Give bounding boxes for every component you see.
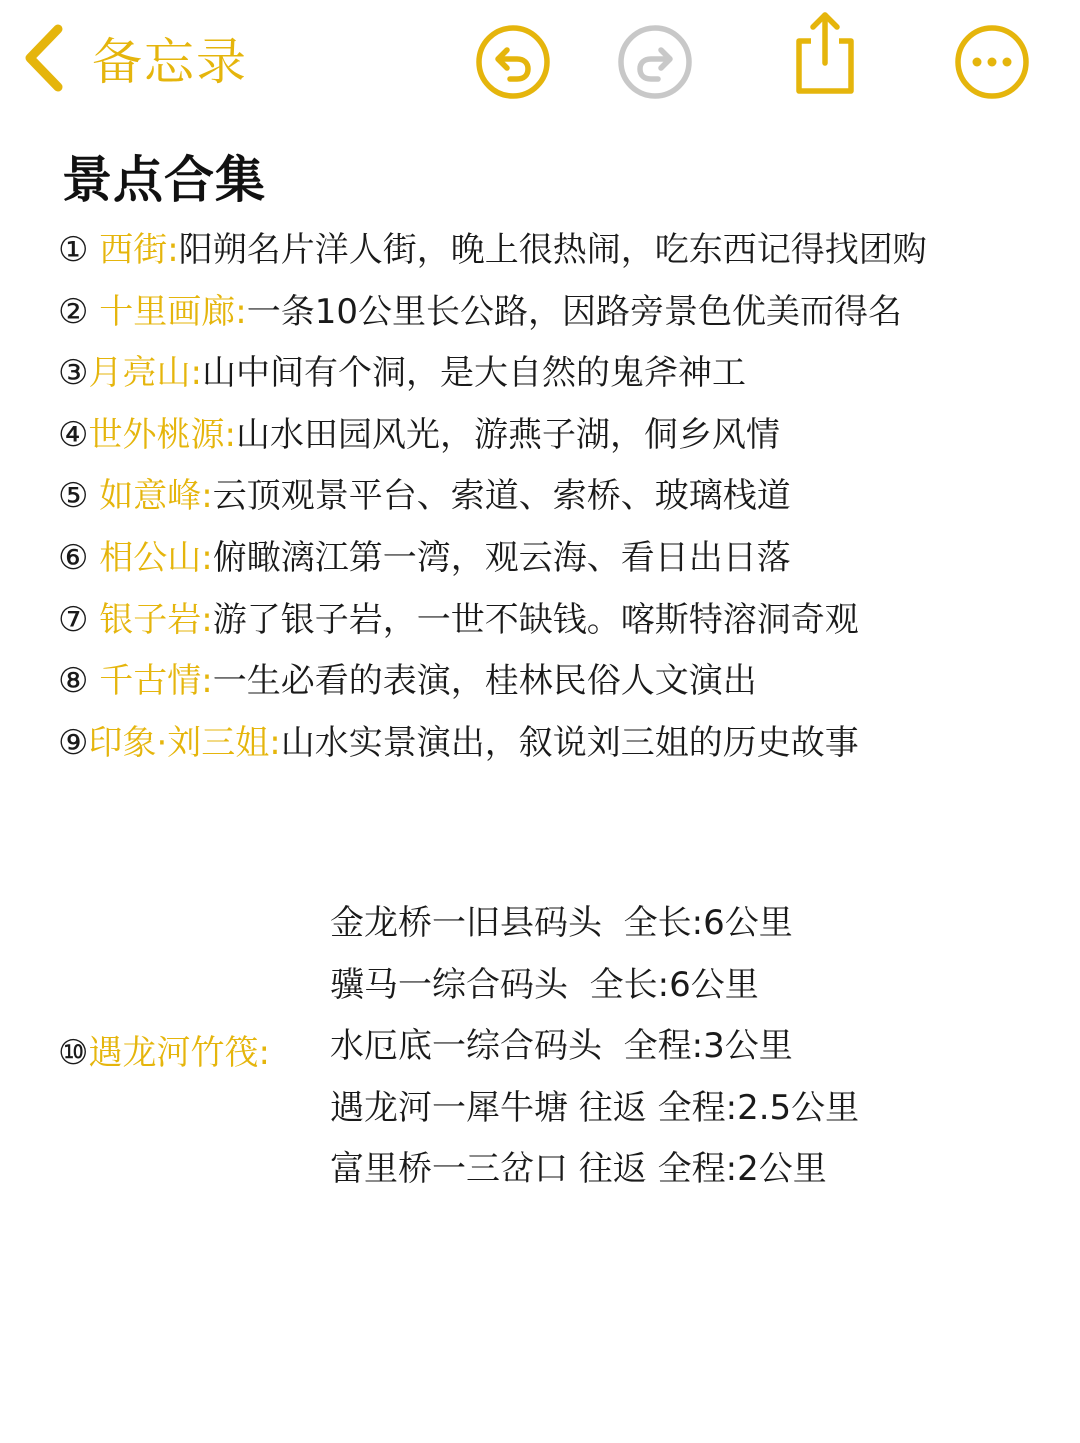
item-number: ② xyxy=(58,291,100,332)
share-icon xyxy=(789,7,861,97)
spot-description: 俯瞰漓江第一湾，观云海、看日出日落 xyxy=(212,537,791,578)
spot-description: 云顶观景平台、索道、索桥、玻璃栈道 xyxy=(212,476,791,517)
spot-name: 如意峰: xyxy=(99,476,213,517)
undo-icon xyxy=(474,23,552,101)
spot-description: 山中间有个洞，是大自然的鬼斧神工 xyxy=(201,353,746,394)
route-item: 骥马一综合码头 全长:6公里 xyxy=(330,964,759,1005)
list-item xyxy=(58,528,1058,590)
back-button[interactable] xyxy=(20,18,248,98)
spot-list xyxy=(58,220,1058,774)
item-number: ⑩ xyxy=(58,1033,89,1073)
spot-name: 月亮山: xyxy=(88,353,202,394)
item-number: ⑧ xyxy=(58,661,100,702)
raft-section-label xyxy=(58,1023,270,1083)
spot-description: 山水田园风光，游燕子湖，侗乡风情 xyxy=(235,414,780,455)
item-number: ⑥ xyxy=(58,537,100,578)
spot-name: 千古情: xyxy=(99,661,213,702)
undo-button[interactable] xyxy=(473,22,553,102)
spot-name: 十里画廊: xyxy=(99,291,247,332)
list-item xyxy=(58,651,1058,713)
item-number: ⑨ xyxy=(58,722,89,763)
raft-route-list xyxy=(330,893,859,1201)
item-number: ① xyxy=(58,230,100,270)
route-item: 金龙桥一旧县码头 全长:6公里 xyxy=(330,903,793,943)
route-item: 遇龙河一犀牛塘 往返 全程:2.5公里 xyxy=(330,1087,860,1128)
item-number: ④ xyxy=(58,414,89,455)
spot-name: 世外桃源: xyxy=(88,414,236,455)
route-item: 富里桥一三岔口 往返 全程:2公里 xyxy=(330,1149,827,1190)
redo-icon xyxy=(616,23,694,101)
more-icon xyxy=(953,23,1031,101)
spot-description: 一生必看的表演，桂林民俗人文演出 xyxy=(212,661,757,702)
share-button[interactable] xyxy=(785,12,865,92)
chevron-left-icon xyxy=(20,23,66,93)
spot-name: 相公山: xyxy=(99,537,213,578)
list-item xyxy=(58,713,1058,775)
list-item xyxy=(58,466,1058,528)
spot-name: 西街: xyxy=(99,230,179,270)
list-item xyxy=(58,590,1058,652)
spot-description: 阳朔名片洋人街，晚上很热闹，吃东西记得找团购 xyxy=(178,230,927,270)
item-number: ⑦ xyxy=(58,599,100,640)
list-item xyxy=(58,405,1058,467)
spot-name: 银子岩: xyxy=(99,599,213,640)
route-item: 水厄底一综合码头 全程:3公里 xyxy=(330,1026,793,1067)
more-button[interactable] xyxy=(952,22,1032,102)
back-label: 备忘录 xyxy=(92,33,248,91)
redo-button[interactable] xyxy=(615,22,695,102)
spot-name: 遇龙河竹筏: xyxy=(88,1033,270,1073)
item-number: ③ xyxy=(58,353,89,394)
item-number: ⑤ xyxy=(58,476,100,517)
note-title: 景点合集 xyxy=(62,151,266,209)
list-item xyxy=(58,220,1058,282)
spot-description: 游了银子岩，一世不缺钱。喀斯特溶洞奇观 xyxy=(212,599,859,640)
nav-bar xyxy=(0,0,1080,120)
spot-description: 一条10公里长公路，因路旁景色优美而得名 xyxy=(246,291,903,332)
list-item xyxy=(58,282,1058,344)
spot-name: 印象·刘三姐: xyxy=(88,722,281,763)
spot-description: 山水实景演出，叙说刘三姐的历史故事 xyxy=(280,722,859,763)
list-item xyxy=(58,343,1058,405)
